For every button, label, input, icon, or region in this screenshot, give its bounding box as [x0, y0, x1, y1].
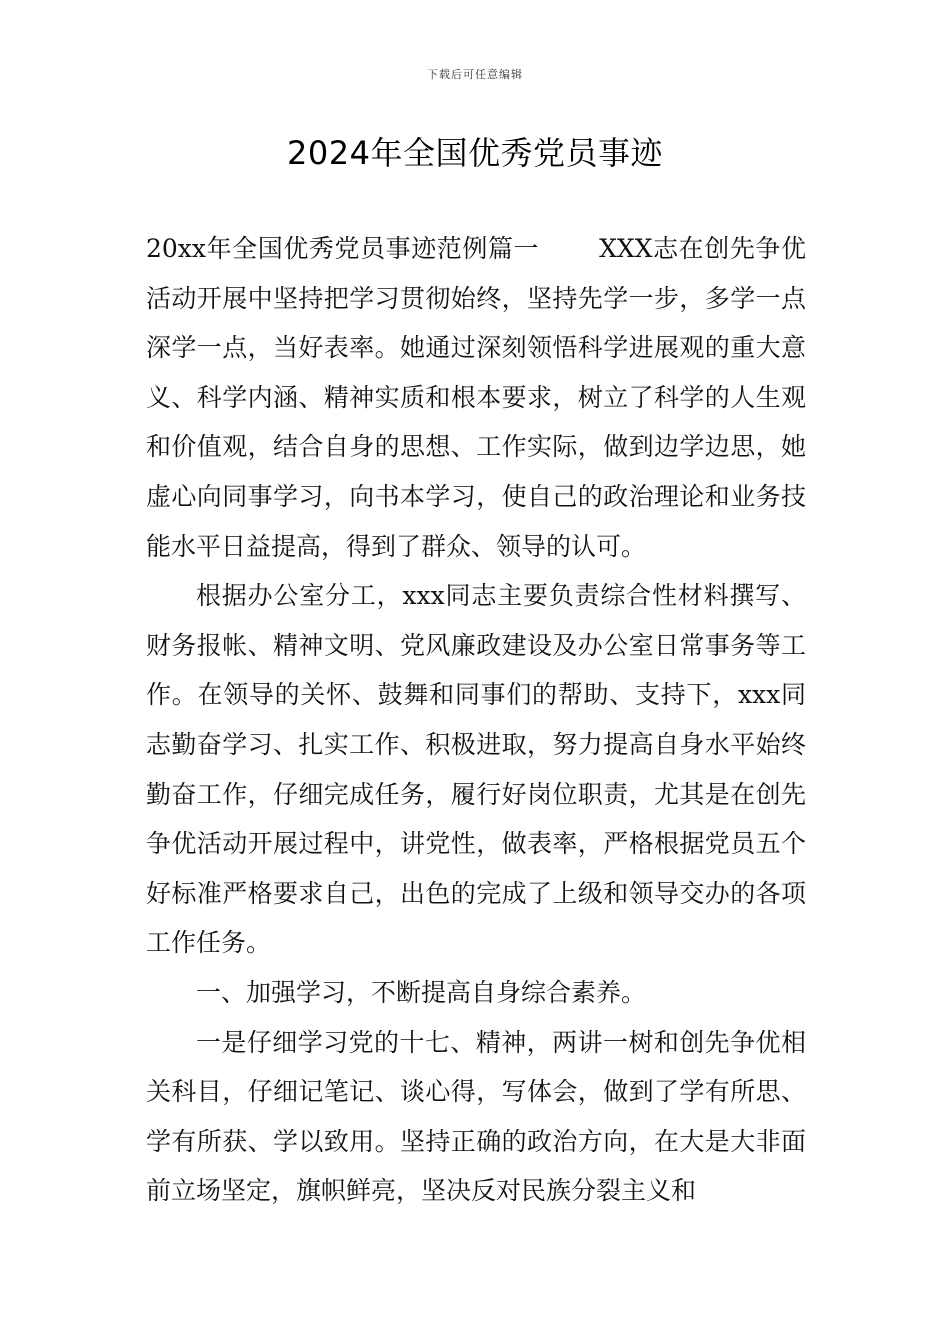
paragraph-1-lead: 20xx年全国优秀党员事迹范例篇一 [146, 234, 540, 263]
paragraph-3: 一、加强学习，不断提高自身综合素养。 [196, 977, 647, 1007]
header-note: 下载后可任意编辑 [427, 68, 523, 81]
paragraph-4: 一是仔细学习党的十七、精神，两讲一树和创先争优相关科目，仔细记笔记、谈心得，写体会，做到了学有所思、学有所获、学以致用。坚持正确的政治方向，在大是大非面前立场坚定，旗帜鲜亮，坚决反对民族分裂主义和 [146, 1027, 806, 1206]
paragraph-1 [146, 224, 806, 571]
document-body [146, 224, 806, 1216]
paragraph-1-text: XXX志在创先争优活动开展中坚持把学习贯彻始终，坚持先学一步，多学一点深学一点，当好表率。她通过深刻领悟科学进展观的重大意义、科学内涵、精神实质和根本要求，树立了科学的人生观和价值观，结合自身的思想、工作实际，做到边学边思，她虚心向同事学习，向书本学习，使自己的政治理论和业务技能水平日益提高，得到了群众、领导的认可。 [146, 234, 806, 561]
document-title: 2024年全国优秀党员事迹 [287, 134, 663, 172]
paragraph-2: 根据办公室分工，xxx同志主要负责综合性材料撰写、财务报帐、精神文明、党风廉政建设及办公室日常事务等工作。在领导的关怀、鼓舞和同事们的帮助、支持下，xxx同志勤奋学习、扎实工作、积极进取，努力提高自身水平始终勤奋工作，仔细完成任务，履行好岗位职责，尤其是在创先争优活动开展过程中，讲党性，做表率，严格根据党员五个好标准严格要求自己，出色的完成了上级和领导交办的各项工作任务。 [146, 581, 806, 958]
